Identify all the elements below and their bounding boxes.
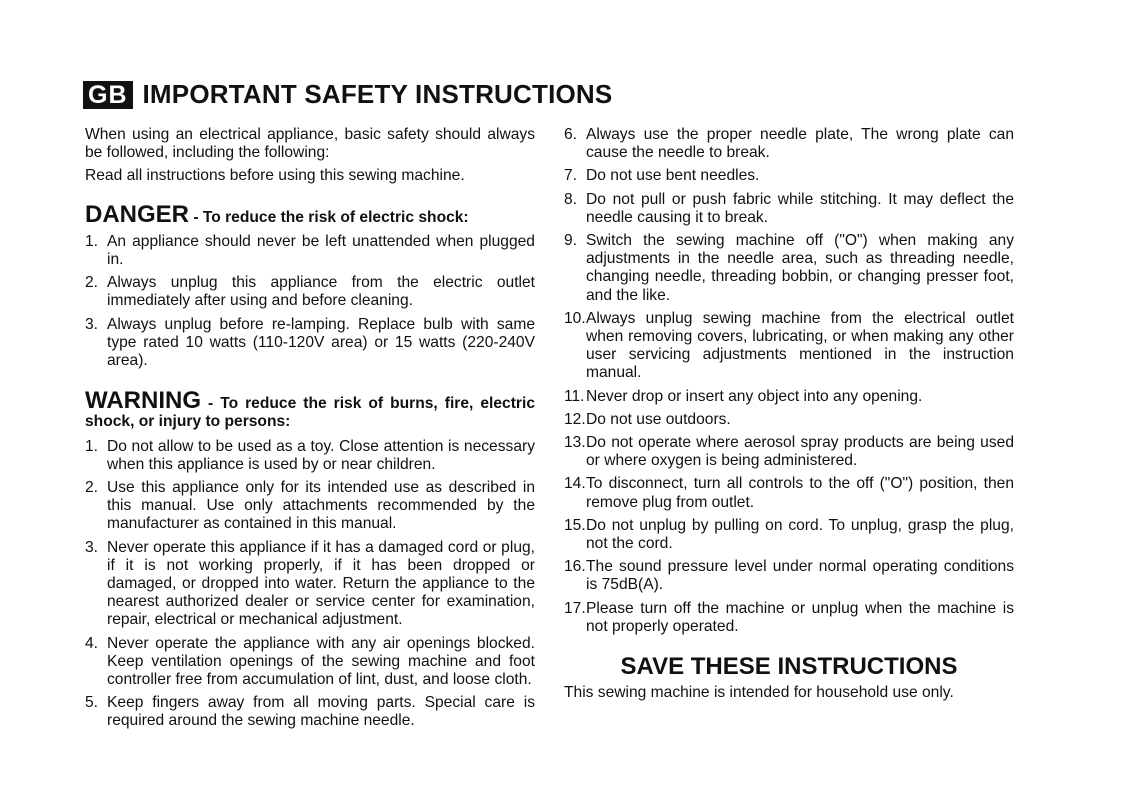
list-item [564, 191, 1014, 227]
list-item [564, 475, 1014, 511]
left-column [85, 126, 535, 736]
continued-list [564, 126, 1014, 636]
list-item [85, 316, 535, 371]
item-number: 9. [564, 232, 578, 250]
list-item [564, 600, 1014, 636]
item-number: 2. [85, 479, 99, 497]
item-text: Always unplug sewing machine from the electrical outlet when removing covers, lubricating, or when making any other user servicing adjustments mentioned in the instruction manual. [586, 309, 1014, 382]
list-item [85, 539, 535, 630]
item-text: Do not unplug by pulling on cord. To unplug, grasp the plug, not the cord. [586, 516, 1014, 553]
list-item [564, 517, 1014, 553]
list-item [85, 233, 535, 269]
list-item [564, 167, 1014, 185]
intro-read-all: Read all instructions before using this sewing machine. [85, 167, 465, 185]
warning-keyword: WARNING [85, 387, 201, 415]
list-item [564, 232, 1014, 305]
list-item [564, 388, 1014, 406]
item-text: Use this appliance only for its intended use as described in this manual. Use only attachments recommended by the manufacturer as contained in this manual. [107, 479, 535, 533]
item-number: 2. [85, 274, 99, 292]
item-number: 1. [85, 437, 99, 455]
item-number: 15. [564, 516, 586, 534]
item-text: Never operate the appliance with any air openings blocked. Keep ventilation openings of the sewing machine and foot controller free from accumulation of lint, dust, and loose cloth. [107, 634, 535, 689]
item-number: 3. [85, 538, 99, 556]
item-text: To disconnect, turn all controls to the off ("O") position, then remove plug from outlet. [586, 475, 1014, 511]
item-text: Do not allow to be used as a toy. Close attention is necessary when this appliance is used by or near children. [107, 437, 535, 473]
item-text: Do not pull or push fabric while stitching. It may deflect the needle causing it to break. [586, 190, 1014, 226]
danger-keyword: DANGER [85, 200, 190, 228]
item-number: 13. [564, 434, 586, 452]
warning-subtitle: - To reduce the risk of burns, fire, electric shock, or injury to persons: [85, 395, 535, 431]
list-item [564, 434, 1014, 470]
item-number: 4. [85, 634, 99, 652]
danger-subtitle: - To reduce the risk of electric shock: [189, 208, 469, 226]
item-number: 17. [564, 599, 586, 617]
item-text: Keep fingers away from all moving parts. Special care is required around the sewing machine needle. [107, 694, 535, 730]
item-text: Always unplug before re-lamping. Replace bulb with same type rated 10 watts (110-120V area) or 15 watts (220-240V area). [107, 315, 535, 370]
item-number: 1. [85, 232, 99, 250]
item-number: 5. [85, 694, 99, 712]
list-item [564, 558, 1014, 594]
item-text: Please turn off the machine or unplug when the machine is not properly operated. [586, 599, 1014, 635]
item-text: Always use the proper needle plate, The wrong plate can cause the needle to break. [586, 126, 1014, 162]
item-text: Always unplug this appliance from the electric outlet immediately after using and before cleaning. [107, 274, 535, 310]
language-badge: GB [83, 81, 133, 109]
warning-list [85, 438, 535, 731]
item-text: Do not use bent needles. [586, 167, 760, 185]
danger-heading [85, 200, 535, 228]
item-text: Do not use outdoors. [586, 410, 731, 428]
right-column [564, 126, 1014, 707]
item-number: 8. [564, 190, 578, 208]
page-header [83, 79, 612, 110]
item-number: 6. [564, 126, 578, 143]
list-item [85, 274, 535, 310]
danger-list [85, 233, 535, 370]
save-instructions-title: SAVE THESE INSTRUCTIONS [620, 653, 958, 681]
item-text: Never drop or insert any object into any opening. [586, 387, 923, 405]
item-number: 3. [85, 315, 99, 333]
item-text: The sound pressure level under normal operating conditions is 75dB(A). [586, 558, 1014, 594]
list-item [85, 694, 535, 730]
item-number: 10. [564, 309, 586, 327]
item-number: 16. [564, 558, 586, 576]
item-text: An appliance should never be left unattended when plugged in. [107, 232, 535, 269]
item-number: 12. [564, 410, 586, 428]
item-text: Switch the sewing machine off ("O") when making any adjustments in the needle area, such as threading needle, changing needle, threading bobbin, or changing presser foot, and the like. [586, 232, 1014, 304]
list-item [564, 126, 1014, 162]
intro-paragraph: When using an electrical appliance, basic safety should always be followed, including the following: [85, 126, 535, 162]
item-text: Never operate this appliance if it has a damaged cord or plug, if it is not working properly, if it has been dropped or damaged, or dropped into water. Return the appliance to the nearest authorized dealer or service center for examination, repair, electrical or mechanical adjustment. [107, 538, 535, 629]
list-item [85, 479, 535, 534]
item-text: Do not operate where aerosol spray products are being used or where oxygen is being administered. [586, 434, 1014, 470]
item-number: 11. [564, 387, 585, 405]
warning-heading [85, 387, 535, 431]
list-item [564, 310, 1014, 383]
list-item [85, 438, 535, 474]
item-number: 14. [564, 475, 586, 493]
household-use-note: This sewing machine is intended for household use only. [564, 684, 954, 702]
page-title: IMPORTANT SAFETY INSTRUCTIONS [142, 79, 613, 109]
list-item [85, 635, 535, 690]
list-item [564, 411, 1014, 429]
item-number: 7. [564, 167, 578, 185]
